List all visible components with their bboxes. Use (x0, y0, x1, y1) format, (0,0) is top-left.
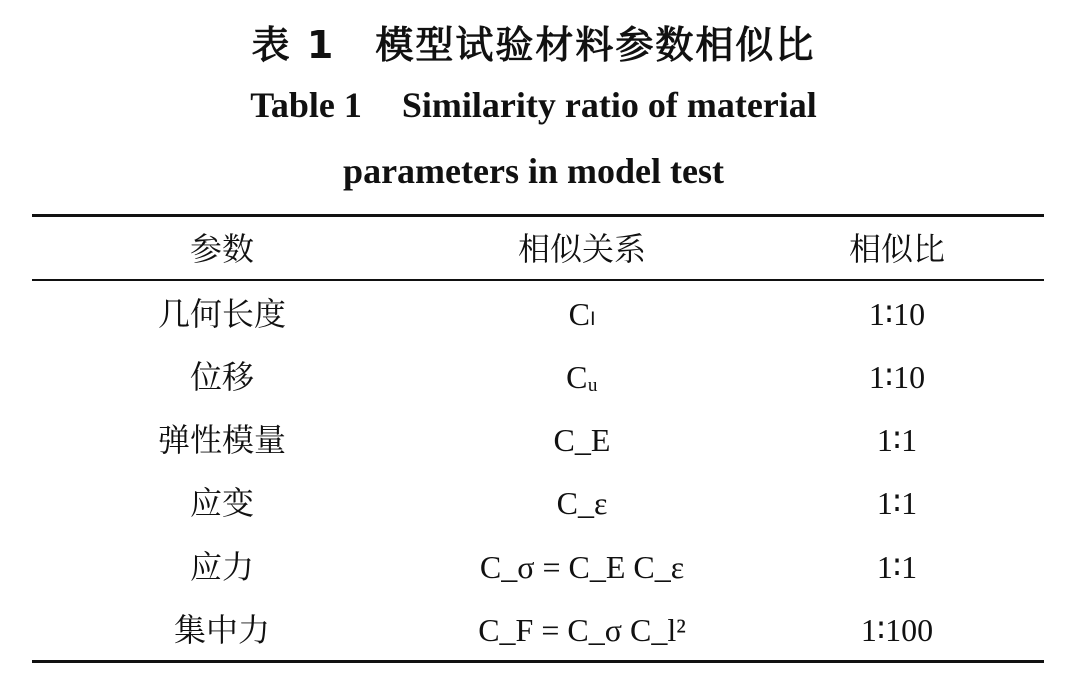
table-caption-en-line1: Similarity ratio of material (401, 85, 817, 125)
ratio-cell: 1∶1 (876, 422, 918, 458)
param-cell: 应力 (189, 548, 254, 586)
relation-cell: C_E (553, 422, 611, 458)
relation-cell: Cₗ (568, 296, 596, 332)
table-title-en-line1 (0, 84, 1067, 126)
table-header-rule (32, 279, 1044, 281)
table-header-row (32, 219, 1044, 279)
header-param: 参数 (189, 230, 254, 268)
param-cell: 几何长度 (157, 295, 286, 333)
table-bottom-rule (32, 660, 1044, 663)
table-caption-en-line2: parameters in model test (343, 151, 724, 191)
table-label-en: Table 1 (250, 85, 362, 125)
header-ratio: 相似比 (848, 230, 945, 268)
relation-cell: C_ε (556, 485, 608, 521)
param-cell: 应变 (189, 484, 254, 522)
ratio-cell: 1∶10 (868, 296, 926, 332)
table-caption-cn: 模型试验材料参数相似比 (375, 23, 816, 67)
table-top-rule (32, 214, 1044, 217)
table-row (32, 347, 1044, 407)
table-title-cn (0, 14, 1067, 69)
table-row (32, 284, 1044, 344)
param-cell: 位移 (189, 358, 254, 396)
ratio-cell: 1∶10 (868, 359, 926, 395)
table-row (32, 410, 1044, 470)
relation-cell: Cᵤ (566, 359, 598, 395)
table-row (32, 537, 1044, 597)
relation-cell: C_F = C_σ C_l² (478, 612, 686, 648)
param-cell: 弹性模量 (157, 421, 286, 459)
table-row (32, 473, 1044, 533)
param-cell: 集中力 (173, 611, 270, 649)
ratio-cell: 1∶100 (860, 612, 934, 648)
header-relation: 相似关系 (517, 230, 646, 268)
ratio-cell: 1∶1 (876, 485, 918, 521)
table-row (32, 600, 1044, 660)
table-title-en-line2 (0, 150, 1067, 192)
table-label-cn: 表 1 (251, 23, 336, 67)
ratio-cell: 1∶1 (876, 549, 918, 585)
relation-cell: C_σ = C_E C_ε (479, 549, 685, 585)
